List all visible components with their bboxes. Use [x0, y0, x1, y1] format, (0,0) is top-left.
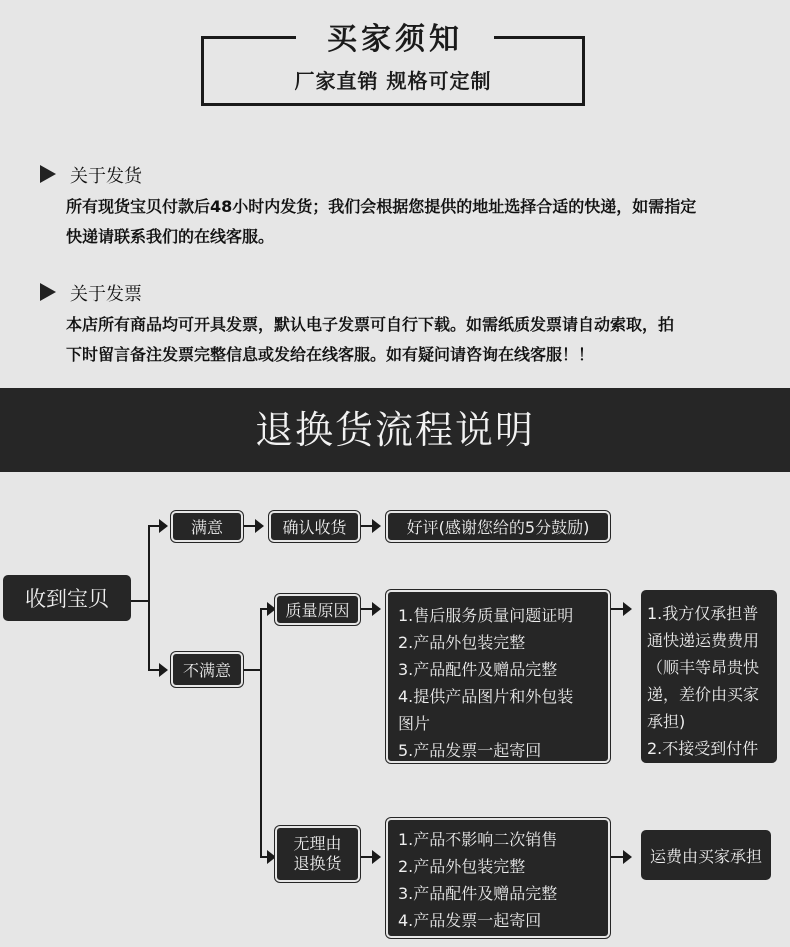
list-item: 1.我方仅承担普 [647, 604, 759, 623]
connector-line [243, 669, 260, 671]
node-quality-reason: 质量原因 [275, 594, 360, 625]
node-no-reason-result: 运费由买家承担 [641, 830, 771, 880]
list-item: 1.产品不影响二次销售 [398, 830, 558, 849]
list-item: 5.产品发票一起寄回 [398, 741, 542, 760]
section-title-shipping: 关于发货 [70, 166, 142, 187]
list-item: 1.售后服务质量问题证明 [398, 606, 574, 625]
list-item: 递，差价由买家 [647, 685, 760, 704]
list-item: （顺丰等昂贵快 [647, 658, 760, 677]
list-item: 2.不接受到付件 [647, 739, 759, 758]
play-arrow-icon [40, 165, 56, 183]
section-body-line: 所有现货宝贝付款后48小时内发货；我们会根据您提供的地址选择合适的快递，如需指定 [66, 197, 697, 216]
node-quality-result [641, 590, 777, 763]
list-item: 承担) [647, 712, 686, 731]
connector-line [610, 856, 623, 858]
section-body-line: 快递请联系我们的在线客服。 [66, 227, 275, 246]
arrow-right-icon [372, 602, 381, 616]
arrow-right-icon [623, 850, 632, 864]
node-label-line: 无理由 [293, 834, 342, 853]
connector-line [243, 525, 255, 527]
page-title: 买家须知 [300, 14, 490, 58]
connector-line [148, 525, 150, 671]
arrow-right-icon [623, 602, 632, 616]
section-body-line: 下时留言备注发票完整信息或发给在线客服。如有疑问请咨询在线客服！！ [66, 345, 595, 364]
connector-line [360, 856, 372, 858]
arrow-right-icon [372, 519, 381, 533]
list-item: 2.产品外包装完整 [398, 633, 526, 652]
connector-line [131, 600, 148, 602]
node-received: 收到宝贝 [3, 575, 131, 621]
connector-line [260, 608, 262, 858]
list-item: 4.产品发票一起寄回 [398, 911, 542, 930]
list-item: 4.提供产品图片和外包装 [398, 687, 574, 706]
arrow-right-icon [255, 519, 264, 533]
list-item: 通快递运费费用 [647, 631, 760, 650]
connector-line [360, 525, 372, 527]
list-item: 图片 [398, 714, 431, 733]
list-item: 3.产品配件及赠品完整 [398, 660, 558, 679]
return-process-banner: 退换货流程说明 [0, 388, 790, 472]
section-body-invoice [66, 310, 674, 370]
play-arrow-icon [40, 283, 56, 301]
node-no-reason-return [275, 826, 360, 882]
arrow-right-icon [372, 850, 381, 864]
section-body-shipping [66, 192, 696, 252]
connector-line [610, 608, 623, 610]
node-confirm-receipt: 确认收货 [269, 511, 360, 542]
arrow-right-icon [159, 519, 168, 533]
node-quality-steps [386, 590, 610, 763]
node-label-line: 退换货 [293, 854, 342, 873]
node-no-reason-steps [386, 818, 610, 938]
node-satisfied: 满意 [171, 511, 243, 542]
list-item: 2.产品外包装完整 [398, 857, 526, 876]
node-praise: 好评(感谢您给的5分鼓励) [386, 511, 610, 542]
list-item: 3.产品配件及赠品完整 [398, 884, 558, 903]
section-title-invoice: 关于发票 [70, 284, 142, 305]
page-subtitle: 厂家直销 规格可定制 [294, 69, 492, 93]
section-body-line: 本店所有商品均可开具发票，默认电子发票可自行下载。如需纸质发票请自动索取，拍 [66, 315, 675, 334]
node-unsatisfied: 不满意 [171, 652, 243, 687]
arrow-right-icon [159, 663, 168, 677]
connector-line [360, 608, 372, 610]
